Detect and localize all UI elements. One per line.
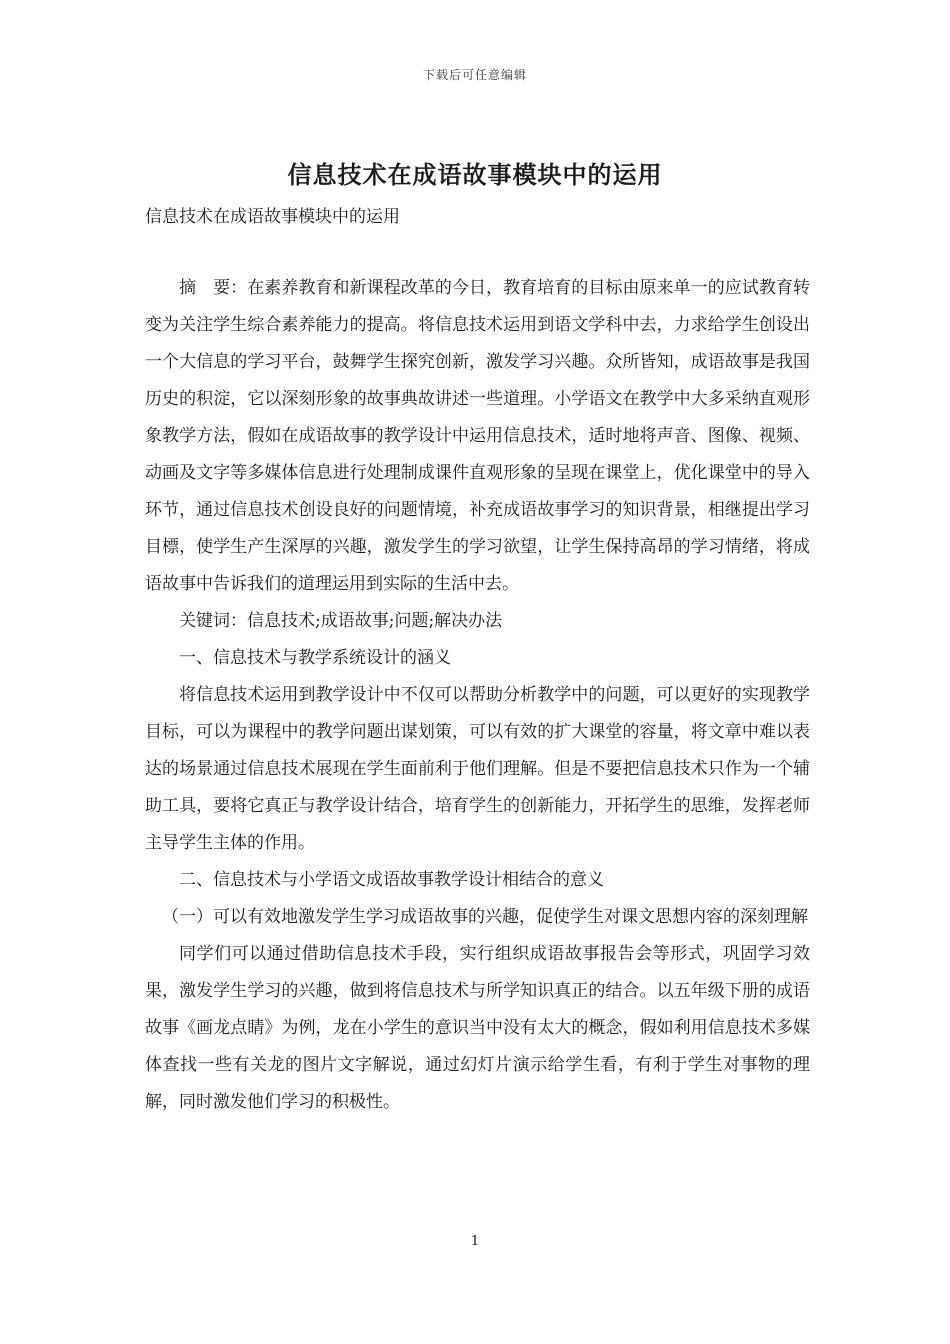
subsection-1-paragraph: 同学们可以通过借助信息技术手段，实行组织成语故事报告会等形式，巩固学习效果，激发学生学习的兴趣，做到将信息技术与所学知识真正的结合。以五年级下册的成语故事《画龙点睛》为例，龙在小学生的意识当中没有太大的概念，假如利用信息技术多媒体查找一些有关龙的图片文字解说，通过幻灯片演示给学生看，有利于学生对事物的理解，同时激发他们学习的积极性。 — [145, 944, 810, 1112]
section-1-heading: 一、信息技术与教学系统设计的涵义 — [179, 648, 451, 668]
page-header-note: 下载后可任意编辑 — [422, 68, 527, 82]
subsection-1-heading: （一）可以有效地激发学生学习成语故事的兴趣，促使学生对课文思想内容的深刻理解 — [162, 907, 808, 927]
section-2-heading: 二、信息技术与小学语文成语故事教学设计相结合的意义 — [179, 870, 604, 890]
document-title: 信息技术在成语故事模块中的运用 — [287, 161, 663, 189]
document-subtitle: 信息技术在成语故事模块中的运用 — [145, 207, 400, 227]
abstract-paragraph: 摘 要：在素养教育和新课程改革的今日，教育培育的目标由原来单一的应试教育转变为关注学生综合素养能力的提高。将信息技术运用到语文学科中去，力求给学生创设出一个大信息的学习平台，鼓舞学生探究创新，激发学习兴趣。众所皆知，成语故事是我国历史的积淀，它以深刻形象的故事典故讲述一些道理。小学语文在教学中大多采纳直观形象教学方法，假如在成语故事的教学设计中运用信息技术，适时地将声音、图像、视频、动画及文字等多媒体信息进行处理制成课件直观形象的呈现在课堂上，优化课堂中的导入环节，通过信息技术创设良好的问题情境，补充成语故事学习的知识背景，相继提出学习目標，使学生产生深厚的兴趣，激发学生的学习欲望，让学生保持高昂的学习情绪，将成语故事中告诉我们的道理运用到实际的生活中去。 — [145, 278, 810, 594]
section-1-paragraph: 将信息技术运用到教学设计中不仅可以帮助分析教学中的问题，可以更好的实现教学目标，可以为课程中的教学问题出谋划策，可以有效的扩大课堂的容量，将文章中难以表达的场景通过信息技术展现在学生面前利于他们理解。但是不要把信息技术只作为一个辅助工具，要将它真正与教学设计结合，培育学生的创新能力，开拓学生的思维，发挥老师主导学生主体的作用。 — [145, 685, 810, 853]
keywords-line: 关键词：信息技术;成语故事;问题;解决办法 — [179, 611, 503, 631]
document-body — [145, 270, 810, 1121]
page-number: 1 — [470, 1234, 480, 1249]
